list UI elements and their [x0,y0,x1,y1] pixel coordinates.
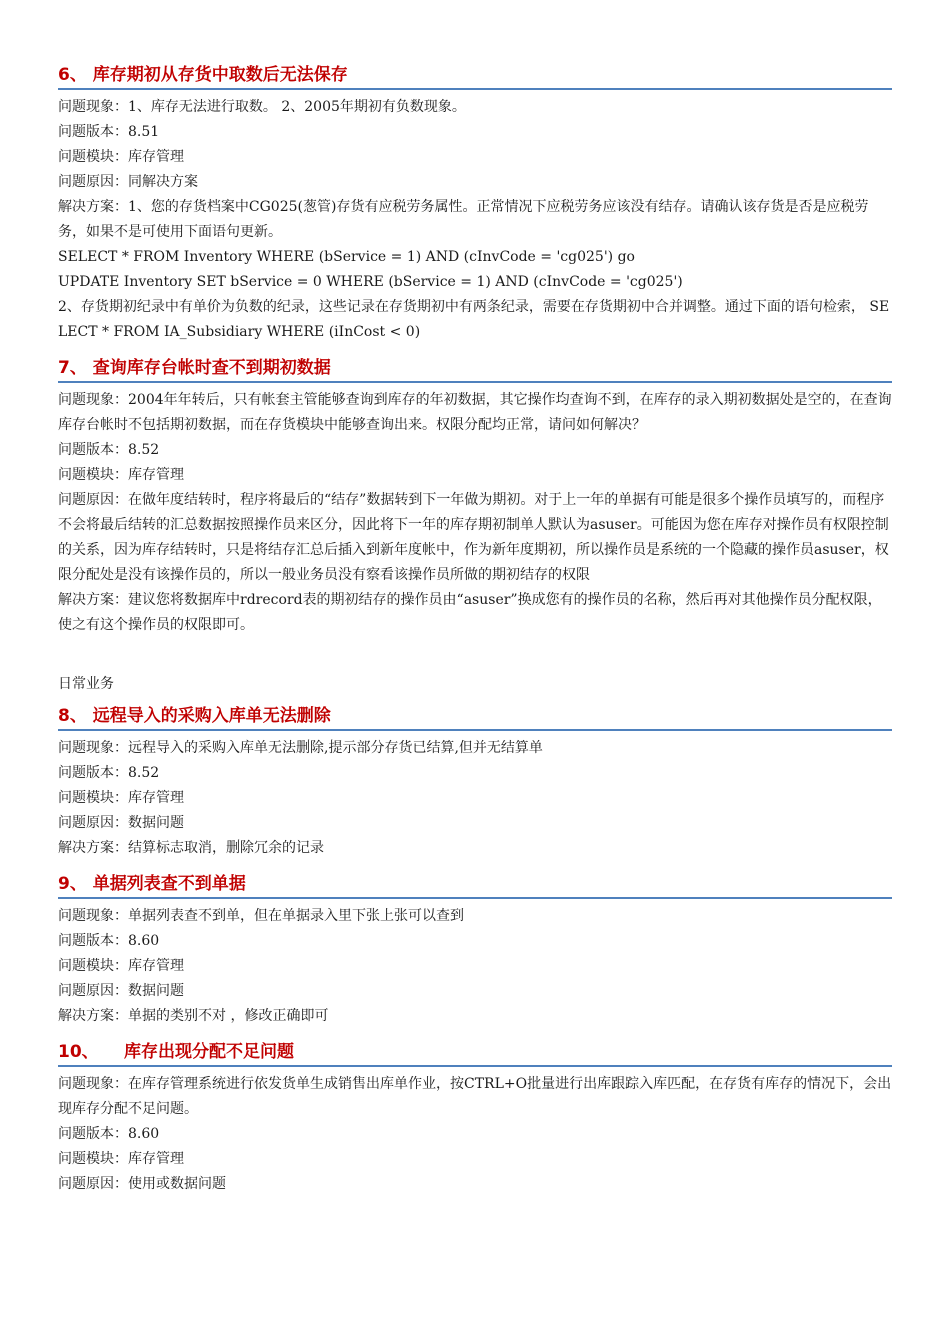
section-title [58,871,892,899]
paragraph: 问题现象：在库存管理系统进行依发货单生成销售出库单作业，按CTRL+O批量进行出库跟踪入库匹配，在存货有库存的情况下，会出现库存分配不足问题。 [58,1076,892,1117]
paragraph: 问题模块：库存管理 [58,958,184,974]
paragraph: 问题原因：数据问题 [58,815,184,831]
section-number: 6、 [58,65,87,85]
paragraph: 问题版本：8.52 [58,442,160,458]
paragraph: 问题原因：同解决方案 [58,174,198,190]
paragraph: 问题模块：库存管理 [58,149,184,165]
section-title-text: 单据列表查不到单据 [92,874,246,894]
section-8 [58,703,892,861]
paragraph: 解决方案：结算标志取消，删除冗余的记录 [58,840,324,856]
paragraph: 问题原因：使用或数据问题 [58,1176,226,1192]
daily-business-heading: 日常业务 [58,676,114,692]
spacer [58,648,892,672]
sql-statement: SELECT * FROM Inventory WHERE (bService = 1) AND (cInvCode = 'cg025') go [58,249,635,265]
section-title [58,1039,892,1067]
paragraph: 问题模块：库存管理 [58,467,184,483]
paragraph: 2、存货期初纪录中有单价为负数的纪录，这些记录在存货期初中有两条纪录，需要在存货期初中合并调整。通过下面的语句检索， SELECT * FROM IA_Subsidiary WHERE (iInCost < 0) [58,299,890,340]
section-title-text: 远程导入的采购入库单无法删除 [92,706,331,726]
section-title [58,703,892,731]
paragraph: 问题现象：1、库存无法进行取数。 2、2005年期初有负数现象。 [58,99,466,115]
paragraph: 问题原因：在做年度结转时，程序将最后的“结存”数据转到下一年做为期初。对于上一年的单据有可能是很多个操作员填写的，而程序不会将最后结转的汇总数据按照操作员来区分，因此将下一年的库存期初制单人默认为asuser。可能因为您在库存对操作员有权限控制的关系，因为库存结转时，只是将结存汇总后插入到新年度帐中，作为新年度期初，所以操作员是系统的一个隐藏的操作员asuser，权限分配处是没有该操作员的，所以一般业务员没有察看该操作员所做的期初结存的权限 [58,492,889,583]
paragraph: 解决方案：建议您将数据库中rdrecord表的期初结存的操作员由“asuser”换成您有的操作员的名称，然后再对其他操作员分配权限，使之有这个操作员的权限即可。 [58,592,882,633]
section-title-text: 查询库存台帐时查不到期初数据 [92,358,331,378]
section-6 [58,62,892,345]
document-page [58,62,892,1207]
paragraph: 问题原因：数据问题 [58,983,184,999]
section-title-text: 库存期初从存货中取数后无法保存 [92,65,348,85]
paragraph: 问题模块：库存管理 [58,790,184,806]
section-number: 9、 [58,874,87,894]
section-7 [58,355,892,638]
paragraph: 解决方案：单据的类别不对 ，修改正确即可 [58,1008,329,1024]
paragraph: 问题现象：单据列表查不到单，但在单据录入里下张上张可以查到 [58,908,464,924]
paragraph: 问题模块：库存管理 [58,1151,184,1167]
paragraph: 问题现象：2004年年转后，只有帐套主管能够查询到库存的年初数据，其它操作均查询不到，在库存的录入期初数据处是空的，在查询库存台帐时不包括期初数据，而在存货模块中能够查询出来。权限分配均正常，请问如何解决？ [58,392,892,433]
section-title-text: 库存出现分配不足问题 [124,1042,294,1062]
section-9 [58,871,892,1029]
paragraph: 问题版本：8.60 [58,1126,160,1142]
section-10 [58,1039,892,1197]
section-number: 10、 [58,1042,99,1062]
paragraph: 问题版本：8.60 [58,933,160,949]
section-title [58,355,892,383]
paragraph: 问题现象：远程导入的采购入库单无法删除,提示部分存货已结算,但并无结算单 [58,740,543,756]
section-number: 8、 [58,706,87,726]
paragraph: 问题版本：8.51 [58,124,160,140]
paragraph: 解决方案：1、您的存货档案中CG025(葱管)存货有应税劳务属性。正常情况下应税劳务应该没有结存。请确认该存货是否是应税劳务，如果不是可使用下面语句更新。 [58,199,869,240]
paragraph: 问题版本：8.52 [58,765,160,781]
sql-statement: UPDATE Inventory SET bService = 0 WHERE (bService = 1) AND (cInvCode = 'cg025') [58,274,683,290]
section-title [58,62,892,90]
section-number: 7、 [58,358,87,378]
